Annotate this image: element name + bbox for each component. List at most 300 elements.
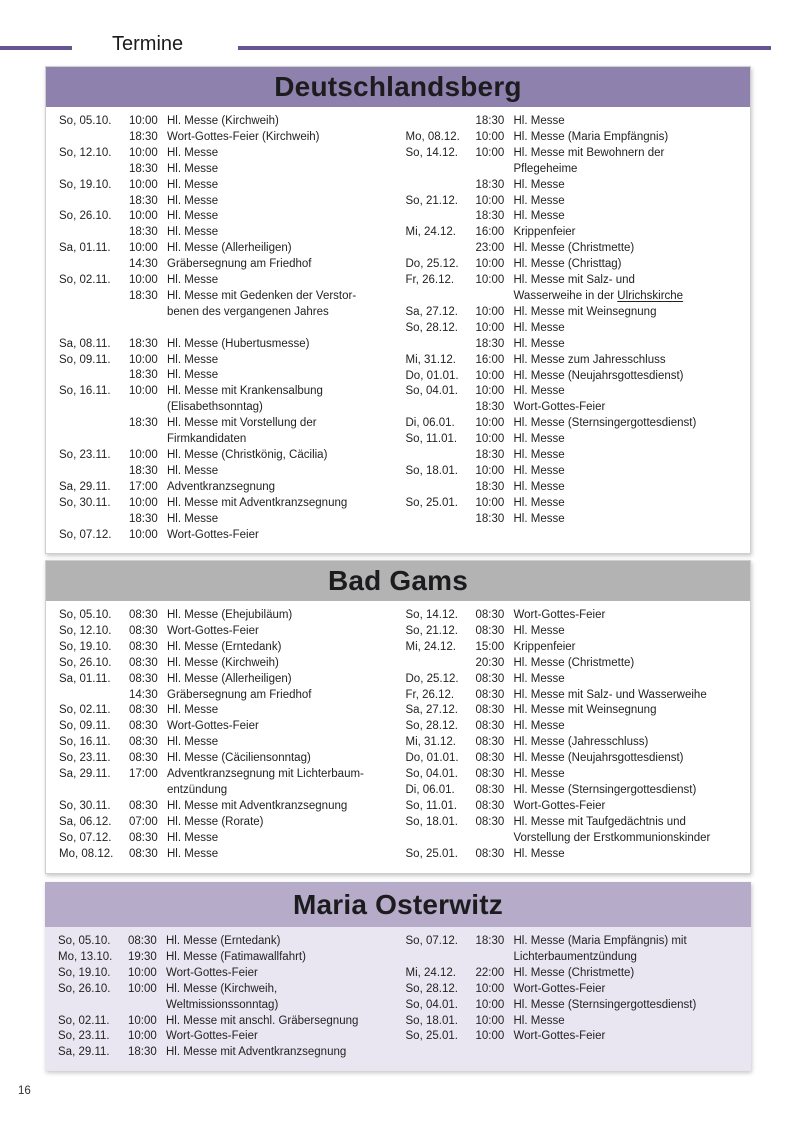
- event-date: [59, 368, 129, 384]
- schedule-row: [406, 464, 743, 480]
- event-time: 10:00: [475, 496, 505, 509]
- event-description: Hl. Messe mit Salz- und Wasserweihe in der Ulrichskirche: [513, 274, 684, 302]
- event-date: So, 30.11.: [59, 496, 111, 509]
- event-time: 10:00: [475, 417, 505, 430]
- event-time: 18:30: [475, 115, 505, 127]
- event-time: 08:30: [128, 935, 157, 947]
- schedule-row: [406, 672, 743, 688]
- event-time: 10:00: [129, 178, 158, 191]
- event-date: Do, 25.12.: [405, 672, 459, 685]
- event-time: 10:00: [475, 464, 505, 477]
- event-time: 15:00: [475, 640, 505, 653]
- schedule-row: [59, 368, 396, 384]
- schedule-row: [406, 178, 743, 194]
- event-description: Wort-Gottes-Feier: [513, 1030, 606, 1043]
- event-date: Mi, 31.12.: [405, 353, 456, 366]
- event-time: 10:00: [475, 194, 505, 207]
- schedule-row: [406, 225, 743, 241]
- event-description: Hl. Messe (Maria Empfängnis) mit Lichterbaumentzündung: [513, 935, 687, 963]
- event-time: 08:30: [129, 752, 158, 765]
- event-date: So, 23.11.: [58, 1030, 110, 1043]
- section-header-bad-gams: [46, 561, 750, 601]
- event-date: Mo, 08.12.: [59, 847, 114, 860]
- event-date: So, 02.11.: [58, 1014, 110, 1027]
- event-time: 10:00: [129, 146, 158, 159]
- event-date: So, 26.10.: [58, 982, 111, 995]
- event-date: Do, 01.01.: [405, 369, 459, 382]
- event-date: Sa, 06.12.: [59, 815, 112, 828]
- event-time: 10:00: [475, 305, 505, 318]
- event-time: 18:30: [475, 178, 505, 191]
- event-description: Hl. Messe: [167, 512, 219, 525]
- event-description: Hl. Messe: [513, 512, 565, 525]
- event-time: 08:30: [475, 847, 505, 860]
- event-description: Hl. Messe (Sternsingergottesdienst): [513, 417, 697, 430]
- event-time: 18:30: [129, 162, 158, 175]
- schedule-row: [406, 608, 743, 624]
- event-time: 18:30: [129, 194, 158, 207]
- event-description: Hl. Messe (Hubertusmesse): [167, 337, 310, 350]
- event-description: Hl. Messe (Erntedank): [166, 935, 281, 947]
- event-date: So, 07.12.: [59, 528, 112, 541]
- event-time: 08:30: [475, 799, 505, 812]
- schedule-row: [59, 799, 396, 815]
- event-time: 08:30: [475, 624, 505, 637]
- event-date: [59, 130, 129, 146]
- event-date: So, 18.01.: [405, 815, 458, 828]
- event-description: Hl. Messe mit Weinsegnung: [513, 704, 657, 717]
- event-time: 19:30: [128, 950, 157, 963]
- event-time: 10:00: [475, 369, 505, 382]
- schedule-row: [58, 1029, 396, 1045]
- schedule-row: [59, 448, 396, 464]
- schedule-row: [406, 656, 743, 672]
- event-time: 18:30: [129, 464, 158, 477]
- event-description: Wort-Gottes-Feier: [513, 982, 606, 995]
- event-date: So, 21.12.: [405, 194, 458, 207]
- event-time: 10:00: [475, 982, 505, 995]
- schedule-row: [406, 241, 743, 257]
- event-date: So, 28.12.: [405, 321, 458, 334]
- schedule-row: [406, 640, 743, 656]
- event-description: Gräbersegnung am Friedhof: [167, 688, 312, 701]
- event-date: [406, 480, 476, 496]
- event-description: Hl. Messe: [513, 385, 565, 398]
- schedule-row: [406, 934, 744, 966]
- event-date: [59, 257, 129, 273]
- schedule-row: [406, 703, 743, 719]
- event-date: So, 25.01.: [405, 496, 458, 509]
- schedule-column-right: [406, 114, 743, 543]
- event-description: Hl. Messe: [513, 1014, 565, 1027]
- schedule-row: [406, 416, 743, 432]
- schedule-row: [406, 982, 744, 998]
- section-body: [45, 927, 751, 1071]
- event-time: 18:30: [475, 512, 505, 525]
- event-description: Wort-Gottes-Feier: [166, 1030, 258, 1043]
- schedule-row: [59, 815, 396, 831]
- section-header-maria-osterwitz: [45, 882, 751, 927]
- schedule-row: [59, 337, 396, 353]
- event-description: Hl. Messe (Rorate): [167, 815, 264, 828]
- event-time: 10:00: [129, 274, 158, 287]
- event-date: [406, 512, 476, 528]
- event-time: 18:30: [129, 226, 158, 239]
- event-description: Krippenfeier: [513, 640, 576, 653]
- event-time: 08:30: [475, 720, 505, 733]
- event-date: [59, 416, 129, 448]
- event-date: So, 26.10.: [59, 210, 112, 223]
- event-time: 08:30: [475, 672, 505, 685]
- event-time: 23:00: [475, 242, 505, 255]
- schedule-row: [406, 257, 743, 273]
- event-time: 10:00: [129, 210, 158, 223]
- event-description: Hl. Messe (Christkönig, Cäcilia): [167, 449, 328, 462]
- event-description: Hl. Messe: [167, 210, 219, 223]
- schedule-row: [406, 480, 743, 496]
- event-date: Mi, 31.12.: [405, 736, 456, 749]
- event-time: 10:00: [129, 353, 158, 366]
- schedule-row: [59, 194, 396, 210]
- event-time: 20:30: [475, 656, 505, 669]
- schedule-row: [59, 353, 396, 369]
- event-date: Di, 06.01.: [405, 783, 455, 796]
- schedule-row: [406, 146, 743, 178]
- event-description: Hl. Messe (Allerheiligen): [167, 672, 292, 685]
- event-date: So, 28.12.: [405, 720, 458, 733]
- schedule-row: [59, 512, 396, 528]
- schedule-row: [58, 966, 396, 982]
- event-time: 18:30: [129, 369, 158, 382]
- schedule-row: [406, 815, 743, 847]
- event-description: Hl. Messe mit Taufgedächtnis und Vorstellung der Erstkommunionskinder: [513, 815, 711, 844]
- event-time: 08:30: [475, 783, 505, 796]
- event-date: So, 21.12.: [405, 624, 458, 637]
- event-date: So, 14.12.: [405, 146, 458, 159]
- event-description: Hl. Messe zum Jahresschluss: [513, 353, 666, 366]
- event-date: So, 09.11.: [59, 353, 111, 366]
- schedule-row: [59, 114, 396, 130]
- event-description: Hl. Messe (Sternsingergottesdienst): [513, 998, 697, 1011]
- event-description: Hl. Messe (Jahresschluss): [513, 736, 649, 749]
- event-date: [59, 289, 129, 321]
- event-time: 18:30: [129, 130, 158, 143]
- event-description: Hl. Messe mit Adventkranzsegnung: [166, 1046, 347, 1059]
- event-description: Hl. Messe: [513, 480, 565, 493]
- event-time: 18:30: [475, 449, 505, 462]
- event-date: Mo, 08.12.: [405, 130, 460, 143]
- schedule-row: [59, 496, 396, 512]
- event-time: 08:30: [475, 768, 505, 781]
- event-date: So, 18.01.: [405, 1014, 458, 1027]
- section-header-deutschlandsberg: [46, 67, 750, 107]
- event-time: 18:30: [475, 480, 505, 493]
- event-date: So, 19.10.: [59, 640, 112, 653]
- event-time: 08:30: [129, 736, 158, 749]
- schedule-row: [58, 1014, 396, 1030]
- schedule-row: [406, 337, 743, 353]
- page-number: 16: [18, 1085, 31, 1097]
- event-description: Hl. Messe mit Krankensalbung (Elisabethsonntag): [167, 385, 323, 414]
- schedule-row: [406, 209, 743, 225]
- schedule-row: [59, 162, 396, 178]
- section-body: [46, 601, 750, 873]
- event-time: 08:30: [129, 847, 158, 860]
- event-date: Mi, 24.12.: [405, 226, 456, 239]
- event-time: 08:30: [129, 624, 158, 637]
- event-description: Hl. Messe: [167, 464, 219, 477]
- event-time: 10:00: [128, 966, 157, 979]
- event-date: So, 07.12.: [405, 935, 458, 947]
- schedule-row: [406, 400, 743, 416]
- schedule-row: [406, 369, 743, 385]
- event-date: Sa, 01.11.: [59, 672, 111, 685]
- event-description: Hl. Messe (Christmette): [513, 242, 635, 255]
- schedule-row: [406, 751, 743, 767]
- schedule-row: [406, 767, 743, 783]
- event-description: Hl. Messe: [167, 162, 219, 175]
- event-time: 10:00: [475, 433, 505, 446]
- schedule-row: [58, 950, 396, 966]
- event-date: [59, 464, 129, 480]
- event-description: Wort-Gottes-Feier: [513, 401, 606, 414]
- schedule-row: [406, 448, 743, 464]
- event-description: Hl. Messe (Fatimawallfahrt): [166, 950, 306, 963]
- schedule-row: [59, 703, 396, 719]
- schedule-row: [59, 656, 396, 672]
- event-description: Hl. Messe: [513, 210, 565, 223]
- schedule-row: [59, 688, 396, 704]
- schedule-row: [59, 146, 396, 162]
- schedule-row: [406, 847, 743, 863]
- event-time: 10:00: [475, 998, 505, 1011]
- event-description: Hl. Messe: [513, 178, 565, 191]
- event-date: Sa, 08.11.: [59, 337, 111, 350]
- event-description: Hl. Messe (Kirchweih): [167, 656, 279, 669]
- schedule-row: [59, 831, 396, 847]
- schedule-row: [406, 799, 743, 815]
- event-description: Hl. Messe: [167, 847, 219, 860]
- schedule-row: [406, 998, 744, 1014]
- event-date: [59, 194, 129, 210]
- event-time: 08:30: [129, 672, 158, 685]
- schedule-row: [59, 241, 396, 257]
- event-date: So, 11.01.: [405, 433, 458, 446]
- event-date: So, 25.01.: [405, 847, 458, 860]
- event-description: Wort-Gottes-Feier: [166, 966, 258, 979]
- event-description: Hl. Messe: [167, 369, 219, 382]
- section-body: [46, 107, 750, 553]
- event-date: Sa, 27.12.: [405, 704, 458, 717]
- section-maria-osterwitz: [45, 882, 751, 1071]
- event-description: Hl. Messe: [513, 321, 565, 334]
- event-description: Hl. Messe (Christmette): [513, 656, 635, 669]
- event-time: 08:30: [129, 799, 158, 812]
- schedule-row: [58, 982, 396, 1014]
- event-time: 18:30: [129, 337, 158, 350]
- accent-rule-left: [0, 46, 72, 50]
- event-time: 10:00: [129, 115, 158, 127]
- event-description: Hl. Messe: [513, 720, 565, 733]
- event-description: Hl. Messe: [167, 146, 219, 159]
- section-deutschlandsberg: [45, 66, 751, 554]
- event-time: 08:30: [475, 752, 505, 765]
- event-time: 08:30: [475, 704, 505, 717]
- schedule-row: [59, 130, 396, 146]
- schedule-row: [59, 847, 396, 863]
- event-description: Krippenfeier: [513, 226, 576, 239]
- event-description: Hl. Messe mit anschl. Gräbersegnung: [166, 1014, 359, 1027]
- event-time: 18:30: [128, 1046, 157, 1059]
- event-date: So, 11.01.: [405, 799, 458, 812]
- event-time: 16:00: [475, 353, 505, 366]
- schedule-row: [59, 209, 396, 225]
- event-date: So, 04.01.: [405, 998, 458, 1011]
- event-description: Hl. Messe: [167, 274, 219, 287]
- event-date: Mo, 13.10.: [58, 950, 113, 963]
- event-date: Fr, 26.12.: [405, 274, 455, 287]
- event-date: Sa, 27.12.: [405, 305, 458, 318]
- event-description: Hl. Messe: [513, 194, 565, 207]
- event-date: So, 05.10.: [59, 609, 112, 621]
- schedule-row: [59, 719, 396, 735]
- event-description: Hl. Messe mit Vorstellung der Firmkandidaten: [167, 417, 317, 446]
- event-description: Hl. Messe: [167, 226, 219, 239]
- event-time: 10:00: [475, 321, 505, 334]
- schedule-row: [406, 688, 743, 704]
- schedule-row: [406, 1014, 744, 1030]
- schedule-column-left: [59, 608, 396, 863]
- event-date: Do, 01.01.: [405, 752, 459, 765]
- schedule-row: [406, 432, 743, 448]
- event-time: 10:00: [128, 1030, 157, 1043]
- event-description: Wort-Gottes-Feier (Kirchweih): [167, 130, 320, 143]
- event-time: 18:30: [129, 417, 158, 430]
- event-description: Wort-Gottes-Feier: [167, 720, 259, 733]
- schedule-row: [406, 966, 744, 982]
- schedule-row: [59, 178, 396, 194]
- event-date: So, 28.12.: [405, 982, 458, 995]
- event-date: So, 04.01.: [405, 768, 458, 781]
- event-description: Hl. Messe: [167, 353, 219, 366]
- event-description: Hl. Messe: [167, 704, 219, 717]
- event-time: 18:30: [475, 401, 505, 414]
- schedule-column-left: [58, 934, 396, 1061]
- event-date: So, 02.11.: [59, 704, 111, 717]
- event-date: So, 07.12.: [59, 831, 112, 844]
- event-time: 10:00: [475, 1030, 505, 1043]
- event-date: [406, 656, 476, 672]
- event-date: Sa, 29.11.: [59, 480, 111, 493]
- event-date: Sa, 29.11.: [58, 1046, 110, 1059]
- event-description: Hl. Messe: [513, 337, 565, 350]
- event-date: Fr, 26.12.: [405, 688, 455, 701]
- event-date: Sa, 01.11.: [59, 242, 111, 255]
- event-time: 10:00: [129, 385, 158, 398]
- accent-rule-right: [238, 46, 771, 50]
- event-date: [59, 162, 129, 178]
- event-description: Hl. Messe (Kirchweih): [167, 115, 279, 127]
- event-time: 10:00: [475, 274, 505, 287]
- event-description: Hl. Messe: [513, 847, 565, 860]
- event-date: So, 16.11.: [59, 385, 111, 398]
- schedule-row: [406, 1029, 744, 1045]
- schedule-row: [59, 257, 396, 273]
- event-description: Hl. Messe (Ehejubiläum): [167, 609, 293, 621]
- event-date: So, 18.01.: [405, 464, 458, 477]
- event-description: Hl. Messe: [513, 768, 565, 781]
- event-time: 10:00: [475, 1014, 505, 1027]
- event-time: 18:30: [129, 289, 158, 302]
- event-date: So, 26.10.: [59, 656, 112, 669]
- schedule-row: [59, 751, 396, 767]
- event-time: 22:00: [475, 966, 505, 979]
- event-time: 10:00: [475, 258, 505, 271]
- event-description: Hl. Messe mit Bewohnern der Pflegeheime: [513, 146, 665, 175]
- event-time: 08:30: [475, 688, 505, 701]
- event-description: Hl. Messe (Neujahrsgottesdienst): [513, 752, 684, 765]
- event-date: So, 12.10.: [59, 146, 112, 159]
- event-date: So, 02.11.: [59, 274, 111, 287]
- event-description: Hl. Messe (Neujahrsgottesdienst): [513, 369, 684, 382]
- event-time: 08:30: [129, 831, 158, 844]
- schedule-row: [406, 305, 743, 321]
- event-description: Hl. Messe (Christmette): [513, 966, 635, 979]
- schedule-row: [58, 934, 396, 950]
- event-description: Hl. Messe: [513, 496, 565, 509]
- schedule-row: [58, 1045, 396, 1061]
- schedule-row: [59, 767, 396, 799]
- schedule-row: [406, 719, 743, 735]
- schedule-row: [406, 783, 743, 799]
- event-description: Hl. Messe: [513, 672, 565, 685]
- event-description: Hl. Messe mit Adventkranzsegnung: [167, 496, 348, 509]
- schedule-row: [406, 130, 743, 146]
- event-date: So, 12.10.: [59, 624, 112, 637]
- schedule-row: [59, 608, 396, 624]
- event-time: 18:30: [475, 935, 505, 947]
- schedule-row: [59, 624, 396, 640]
- row-spacer: [59, 321, 396, 337]
- event-date: So, 04.01.: [405, 385, 458, 398]
- event-description: Hl. Messe: [513, 449, 565, 462]
- event-time: 08:30: [129, 656, 158, 669]
- event-time: 18:30: [475, 210, 505, 223]
- schedule-row: [406, 321, 743, 337]
- event-description: Hl. Messe: [513, 464, 565, 477]
- event-description: Gräbersegnung am Friedhof: [167, 258, 312, 271]
- schedule-row: [59, 416, 396, 448]
- event-time: 10:00: [129, 528, 158, 541]
- event-description: Hl. Messe mit Gedenken der Verstor- benen des vergangenen Jahres: [167, 289, 357, 318]
- event-date: So, 05.10.: [59, 115, 112, 127]
- event-description: Hl. Messe: [167, 178, 219, 191]
- schedule-row: [406, 512, 743, 528]
- event-date: So, 09.11.: [59, 720, 111, 733]
- event-time: 08:30: [475, 815, 505, 828]
- event-time: 08:30: [129, 640, 158, 653]
- event-description: Hl. Messe: [513, 624, 565, 637]
- event-description: Hl. Messe (Erntedank): [167, 640, 282, 653]
- event-time: 14:30: [129, 258, 158, 271]
- event-time: 18:30: [129, 512, 158, 525]
- schedule-row: [406, 114, 743, 130]
- event-date: So, 05.10.: [58, 935, 111, 947]
- event-time: 10:00: [128, 1014, 157, 1027]
- event-date: [59, 688, 129, 704]
- event-time: 07:00: [129, 815, 158, 828]
- schedule-row: [59, 528, 396, 544]
